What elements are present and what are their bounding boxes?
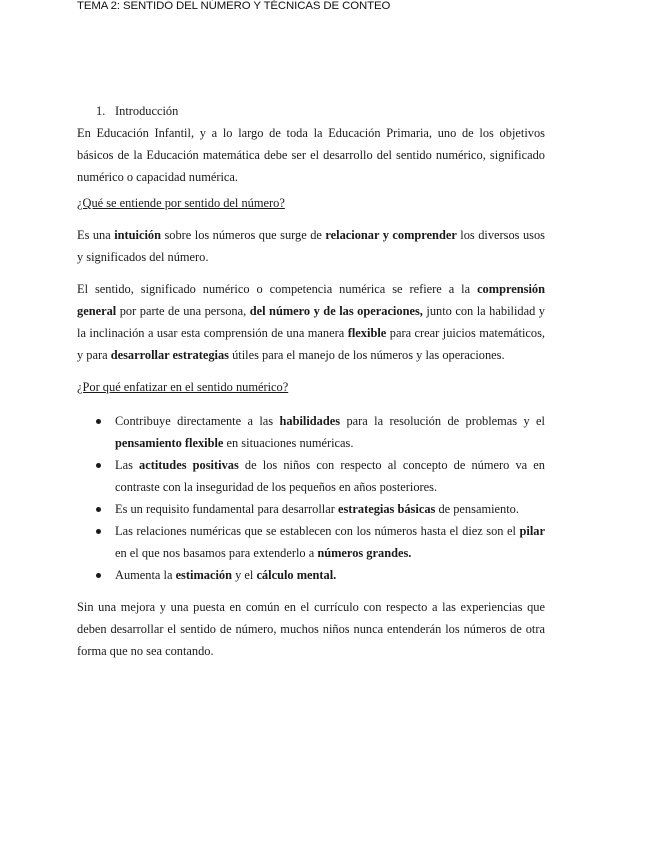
document-body	[77, 100, 545, 662]
paragraph-intro: En Educación Infantil, y a lo largo de toda la Educación Primaria, uno de los objetivos básicos de la Educación matemática debe ser el desarrollo del sentido numérico, significado numérico o capacidad numérica.	[77, 126, 545, 184]
page-header: TEMA 2: SENTIDO DEL NÚMERO Y TÉCNICAS DE CONTEO	[77, 0, 391, 12]
list-item: Las relaciones numéricas que se establecen con los números hasta el diez son el pilar en el que nos basamos para extenderlo a números grandes.	[77, 520, 545, 564]
section-number: 1.	[96, 104, 106, 118]
bullet-dot-icon	[96, 507, 101, 512]
section-title: Introducción	[115, 104, 179, 118]
question-sentido-numero: ¿Qué se entiende por sentido del número?	[77, 196, 285, 210]
bullet-dot-icon	[96, 529, 101, 534]
list-item: Es un requisito fundamental para desarrollar estrategias básicas de pensamiento.	[77, 498, 545, 520]
paragraph-intuicion: Es una intuición sobre los números que surge de relacionar y comprender los diversos usos y significados del número.	[77, 228, 545, 264]
bullet-dot-icon	[96, 573, 101, 578]
paragraph-final: Sin una mejora y una puesta en común en el currículo con respecto a las experiencias que deben desarrollar el sentido de número, muchos niños nunca entenderán los números de otra forma que no sea contando.	[77, 600, 545, 658]
list-item: Las actitudes positivas de los niños con respecto al concepto de número va en contraste con la inseguridad de los pequeños en años posteriores.	[77, 454, 545, 498]
paragraph-sentido: El sentido, significado numérico o competencia numérica se refiere a la comprensión general por parte de una persona, del número y de las operaciones, junto con la habilidad y la inclinación a usar esta comprensión de una manera flexible para crear juicios matemáticos, y para desarrollar estrategias útiles para el manejo de los números y las operaciones.	[77, 282, 546, 362]
bullet-list	[77, 410, 545, 586]
bullet-dot-icon	[96, 419, 101, 424]
section-heading-introduccion	[77, 100, 545, 122]
bullet-dot-icon	[96, 463, 101, 468]
list-item: Contribuye directamente a las habilidades para la resolución de problemas y el pensamiento flexible en situaciones numéricas.	[77, 410, 545, 454]
list-item: Aumenta la estimación y el cálculo mental.	[77, 564, 545, 586]
question-por-que-enfatizar: ¿Por qué enfatizar en el sentido numérico?	[77, 380, 289, 394]
